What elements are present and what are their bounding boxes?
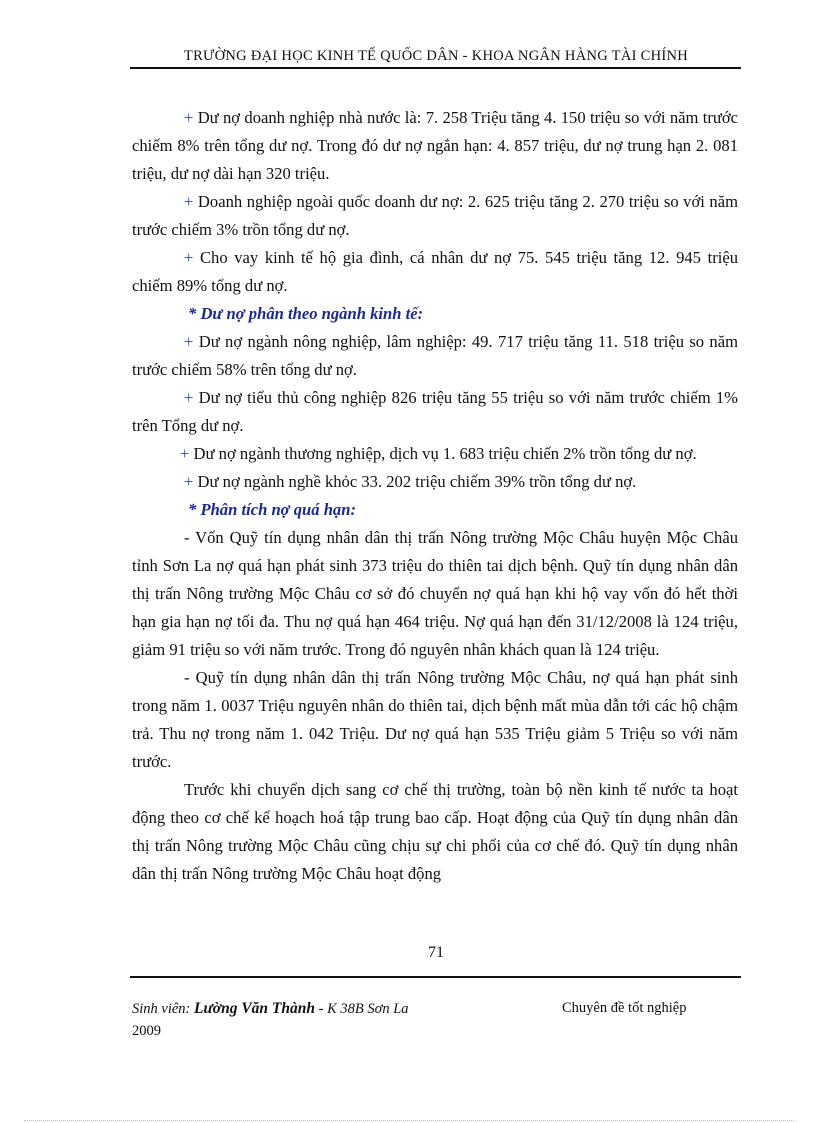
paragraph-household-debt [132,244,738,300]
footer-author-line [132,998,409,1020]
bullet-plus: + [184,108,194,127]
footer-thesis-label: Chuyên đề tốt nghiệp [562,1000,687,1016]
page-header: TRƯỜNG ĐẠI HỌC KINH TẾ QUỐC DÂN - KHOA NGÂN HÀNG TÀI CHÍNH [183,48,689,64]
paragraph-overdue-2: - Quỹ tín dụng nhân dân thị trấn Nông trường Mộc Châu, nợ quá hạn phát sinh trong năm 1. 0037 Triệu nguyên nhân do thiên tai, dịch bệnh mất mùa dẫn tới các hộ chậm trả. Thu nợ trong năm 1. 042 Triệu. Dư nợ quá hạn 535 Triệu giảm 5 Triệu so với năm trước. [132,668,738,771]
paragraph-other-debt [132,468,738,496]
bullet-plus: + [184,192,194,211]
paragraph-text: Dư nợ tiểu thủ công nghiệp 826 triệu tăng 55 triệu so với năm trước chiếm 1% trên Tổng dư nợ. [132,388,738,435]
paragraph-private-debt [132,188,738,244]
footer-author [132,998,409,1042]
paragraph-text: Dư nợ ngành nghề khỏc 33. 202 triệu chiếm 39% trồn tổng dư nợ. [197,472,637,491]
footer-rule [130,976,741,978]
paragraph-overdue-1: - Vốn Quỹ tín dụng nhân dân thị trấn Nông trường Mộc Châu huyện Mộc Châu tỉnh Sơn La nợ quá hạn phát sinh 373 triệu do thiên tai dịch bệnh. Quỹ tín dụng nhân dân thị trấn Nông trường Mộc Châu cơ sở đó chuyển nợ quá hạn khi hộ vay vốn đó hết thời hạn gia hạn nợ tối đa. Thu nợ quá hạn 464 triệu. Nợ quá hạn đến 31/12/2008 là 124 triệu, giảm 91 triệu so với năm trước. Trong đó nguyên nhân khách quan là 124 triệu. [132,528,738,659]
paragraph-text: Dư nợ doanh nghiệp nhà nước là: 7. 258 Triệu tăng 4. 150 triệu so với năm trước chiếm 8% trên tổng dư nợ. Trong đó dư nợ ngắn hạn: 4. 857 triệu, dư nợ trung hạn 2. 081 triệu, dư nợ dài hạn 320 triệu. [132,108,738,183]
paragraph-commerce-debt [132,440,738,468]
paragraph-soe-debt [132,104,738,188]
bullet-plus: + [184,388,194,407]
bullet-plus: + [180,444,190,463]
document-body [132,104,738,888]
section-heading-by-sector: * Dư nợ phân theo ngành kinh tế: [188,304,424,323]
paragraph-market-transition: Trước khi chuyển dịch sang cơ chế thị trường, toàn bộ nền kinh tế nước ta hoạt động theo cơ chế kế hoạch hoá tập trung bao cấp. Hoạt động của Quỹ tín dụng nhân dân thị trấn Nông trường Mộc Châu cũng chịu sự chi phối của cơ chế đó. Quỹ tín dụng nhân dân thị trấn Nông trường Mộc Châu hoạt động [132,780,738,883]
page-bottom-edge [24,1120,794,1121]
page-number: 71 [428,944,444,961]
bullet-plus: + [184,472,194,491]
header-rule [130,67,741,69]
paragraph-text: Dư nợ ngành thương nghiệp, dịch vụ 1. 683 triệu chiến 2% trồn tổng dư nợ. [193,444,697,463]
section-heading-overdue: * Phân tích nợ quá hạn: [188,500,356,519]
paragraph-text: Doanh nghiệp ngoài quốc doanh dư nợ: 2. 625 triệu tăng 2. 270 triệu so với năm trước chiếm 3% trồn tổng dư nợ. [132,192,738,239]
footer-class: - K 38B Sơn La [318,1001,409,1017]
paragraph-agriculture-debt [132,328,738,384]
footer-student-name: Lường Văn Thành [194,1000,315,1017]
paragraph-text: Cho vay kinh tế hộ gia đình, cá nhân dư nợ 75. 545 triệu tăng 12. 945 triệu chiếm 89% tổng dư nợ. [132,248,738,295]
bullet-plus: + [184,248,194,267]
paragraph-text: Dư nợ ngành nông nghiệp, lâm nghiệp: 49. 717 triệu tăng 11. 518 triệu so năm trước chiếm 58% trên tổng dư nợ. [132,332,739,379]
footer-year: 2009 [132,1023,161,1039]
bullet-plus: + [184,332,194,351]
footer-label: Sinh viên: [132,1001,191,1017]
paragraph-handicraft-debt [132,384,738,440]
